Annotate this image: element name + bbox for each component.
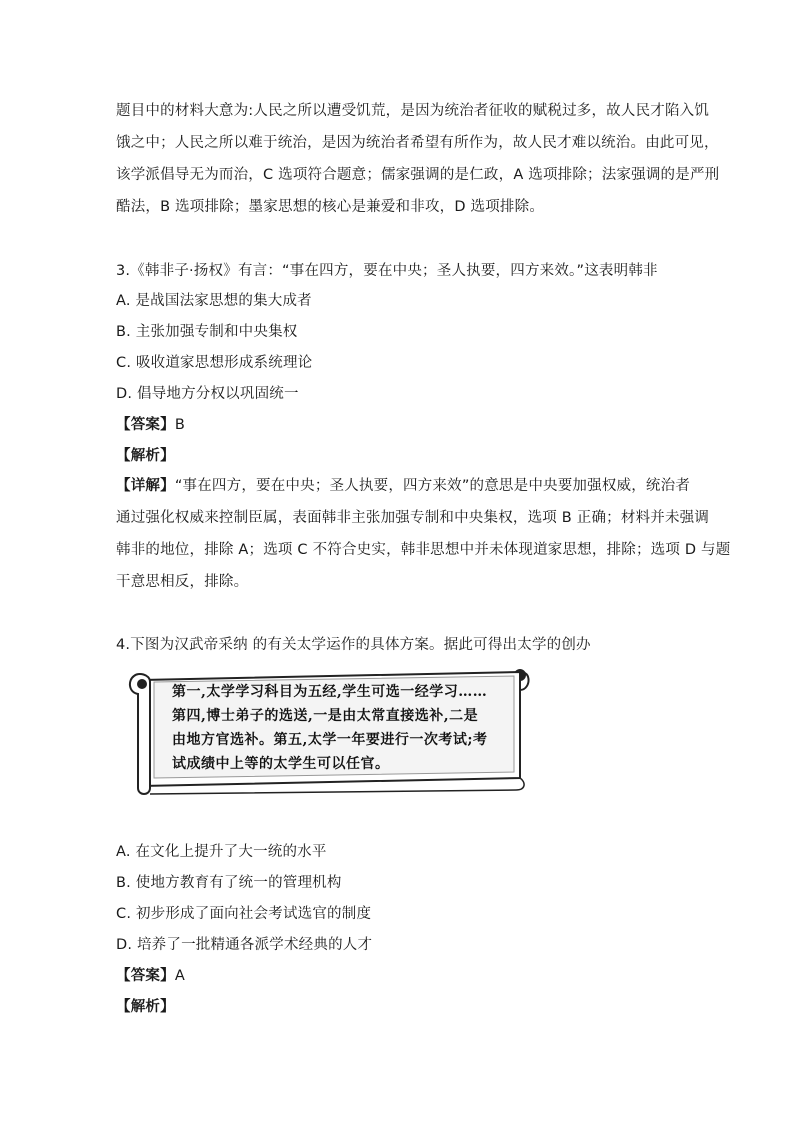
q3-answer <box>116 415 185 435</box>
q3-detail-label: 【详解】 <box>116 478 175 494</box>
intro-line-4: 酷法，B 选项排除；墨家思想的核心是兼爱和非攻，D 选项排除。 <box>116 199 545 215</box>
scroll-line-1: 第一,太学学习科目为五经,学生可选一经学习…… <box>172 684 488 700</box>
q3-stem: 3.《韩非子·扬权》有言：“事在四方，要在中央；圣人执要，四方来效。”这表明韩非 <box>116 263 658 279</box>
q4-analysis-label: 【解析】 <box>116 999 175 1015</box>
q3-answer-label: 【答案】 <box>116 417 175 433</box>
q3-answer-value: B <box>174 417 185 433</box>
scroll-line-3: 由地方官选补。第五,太学一年要进行一次考试;考 <box>172 732 488 748</box>
q4-option-b: B. 使地方教育有了统一的管理机构 <box>116 875 342 891</box>
q3-option-c: C. 吸收道家思想形成系统理论 <box>116 355 313 371</box>
q4-answer <box>116 966 185 986</box>
q3-detail-line-2: 通过强化权威来控制臣属，表面韩非主张加强专制和中央集权，选项 B 正确；材料并未强调 <box>116 510 710 526</box>
intro-line-1: 题目中的材料大意为:人民之所以遭受饥荒，是因为统治者征收的赋税过多，故人民才陷入饥 <box>116 103 710 119</box>
q4-stem: 4.下图为汉武帝采纳 的有关太学运作的具体方案。据此可得出太学的创办 <box>116 637 591 653</box>
scroll-line-2: 第四,博士弟子的选送,一是由太常直接选补,二是 <box>172 708 479 724</box>
q3-option-b: B. 主张加强专制和中央集权 <box>116 324 298 340</box>
intro-line-3: 该学派倡导无为而治，C 选项符合题意；儒家强调的是仁政，A 选项排除；法家强调的是严刑 <box>116 167 720 183</box>
q3-detail-line-3: 韩非的地位，排除 A；选项 C 不符合史实，韩非思想中并未体现道家思想，排除；选项 D 与题 <box>116 542 731 558</box>
q3-option-d: D. 倡导地方分权以巩固统一 <box>116 386 299 402</box>
q4-answer-value: A <box>174 968 185 984</box>
q3-analysis-label: 【解析】 <box>116 448 175 464</box>
q3-option-a: A. 是战国法家思想的集大成者 <box>116 293 312 309</box>
q4-option-d: D. 培养了一批精通各派学术经典的人才 <box>116 937 373 953</box>
intro-line-2: 饿之中；人民之所以难于统治，是因为统治者希望有所作为，故人民才难以统治。由此可见， <box>116 135 719 151</box>
q3-detail-text-1: “事在四方，要在中央；圣人执要，四方来效”的意思是中央要加强权威，统治者 <box>174 478 691 494</box>
q3-detail-line-4: 干意思相反，排除。 <box>116 574 249 590</box>
q4-answer-label: 【答案】 <box>116 968 175 984</box>
q4-option-a: A. 在文化上提升了大一统的水平 <box>116 844 327 860</box>
scroll-line-4: 试成绩中上等的太学生可以任官。 <box>172 756 390 772</box>
q3-detail-line-1 <box>116 476 690 496</box>
q4-option-c: C. 初步形成了面向社会考试选官的制度 <box>116 906 372 922</box>
